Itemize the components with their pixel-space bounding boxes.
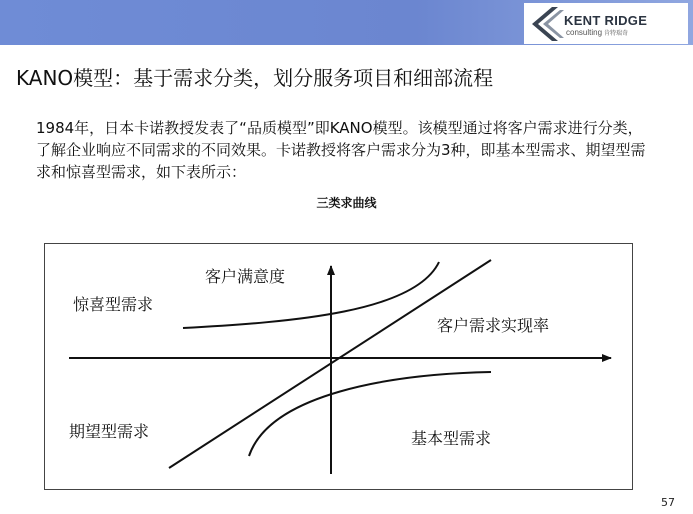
figure-caption: 三类求曲线 [316, 196, 377, 210]
x-axis-label: 客户需求实现率 [437, 316, 550, 335]
delight-curve-label: 惊喜型需求 [73, 295, 154, 314]
kano-diagram-canvas [45, 244, 632, 489]
page-number: 57 [661, 496, 675, 509]
logo-mark-icon [528, 4, 566, 42]
logo-subtitle: consulting 肯特瑞奇 [566, 28, 629, 37]
intro-paragraph: 1984年，日本卡诺教授发表了“品质模型”即KANO模型。该模型通过将客户需求进行分类，了解企业响应不同需求的不同效果。卡诺教授将客户需求分为3种，即基本型需求、期望型需求和惊喜型需求，如下表所示： [36, 119, 646, 181]
performance-curve-label: 期望型需求 [69, 422, 150, 441]
kano-diagram [44, 243, 633, 490]
logo-name: KENT RIDGE [564, 13, 648, 28]
page-title: KANO模型：基于需求分类，划分服务项目和细部流程 [16, 66, 494, 90]
y-axis-label: 客户满意度 [205, 267, 286, 286]
company-logo [524, 3, 688, 44]
basic-curve-label: 基本型需求 [411, 429, 492, 448]
